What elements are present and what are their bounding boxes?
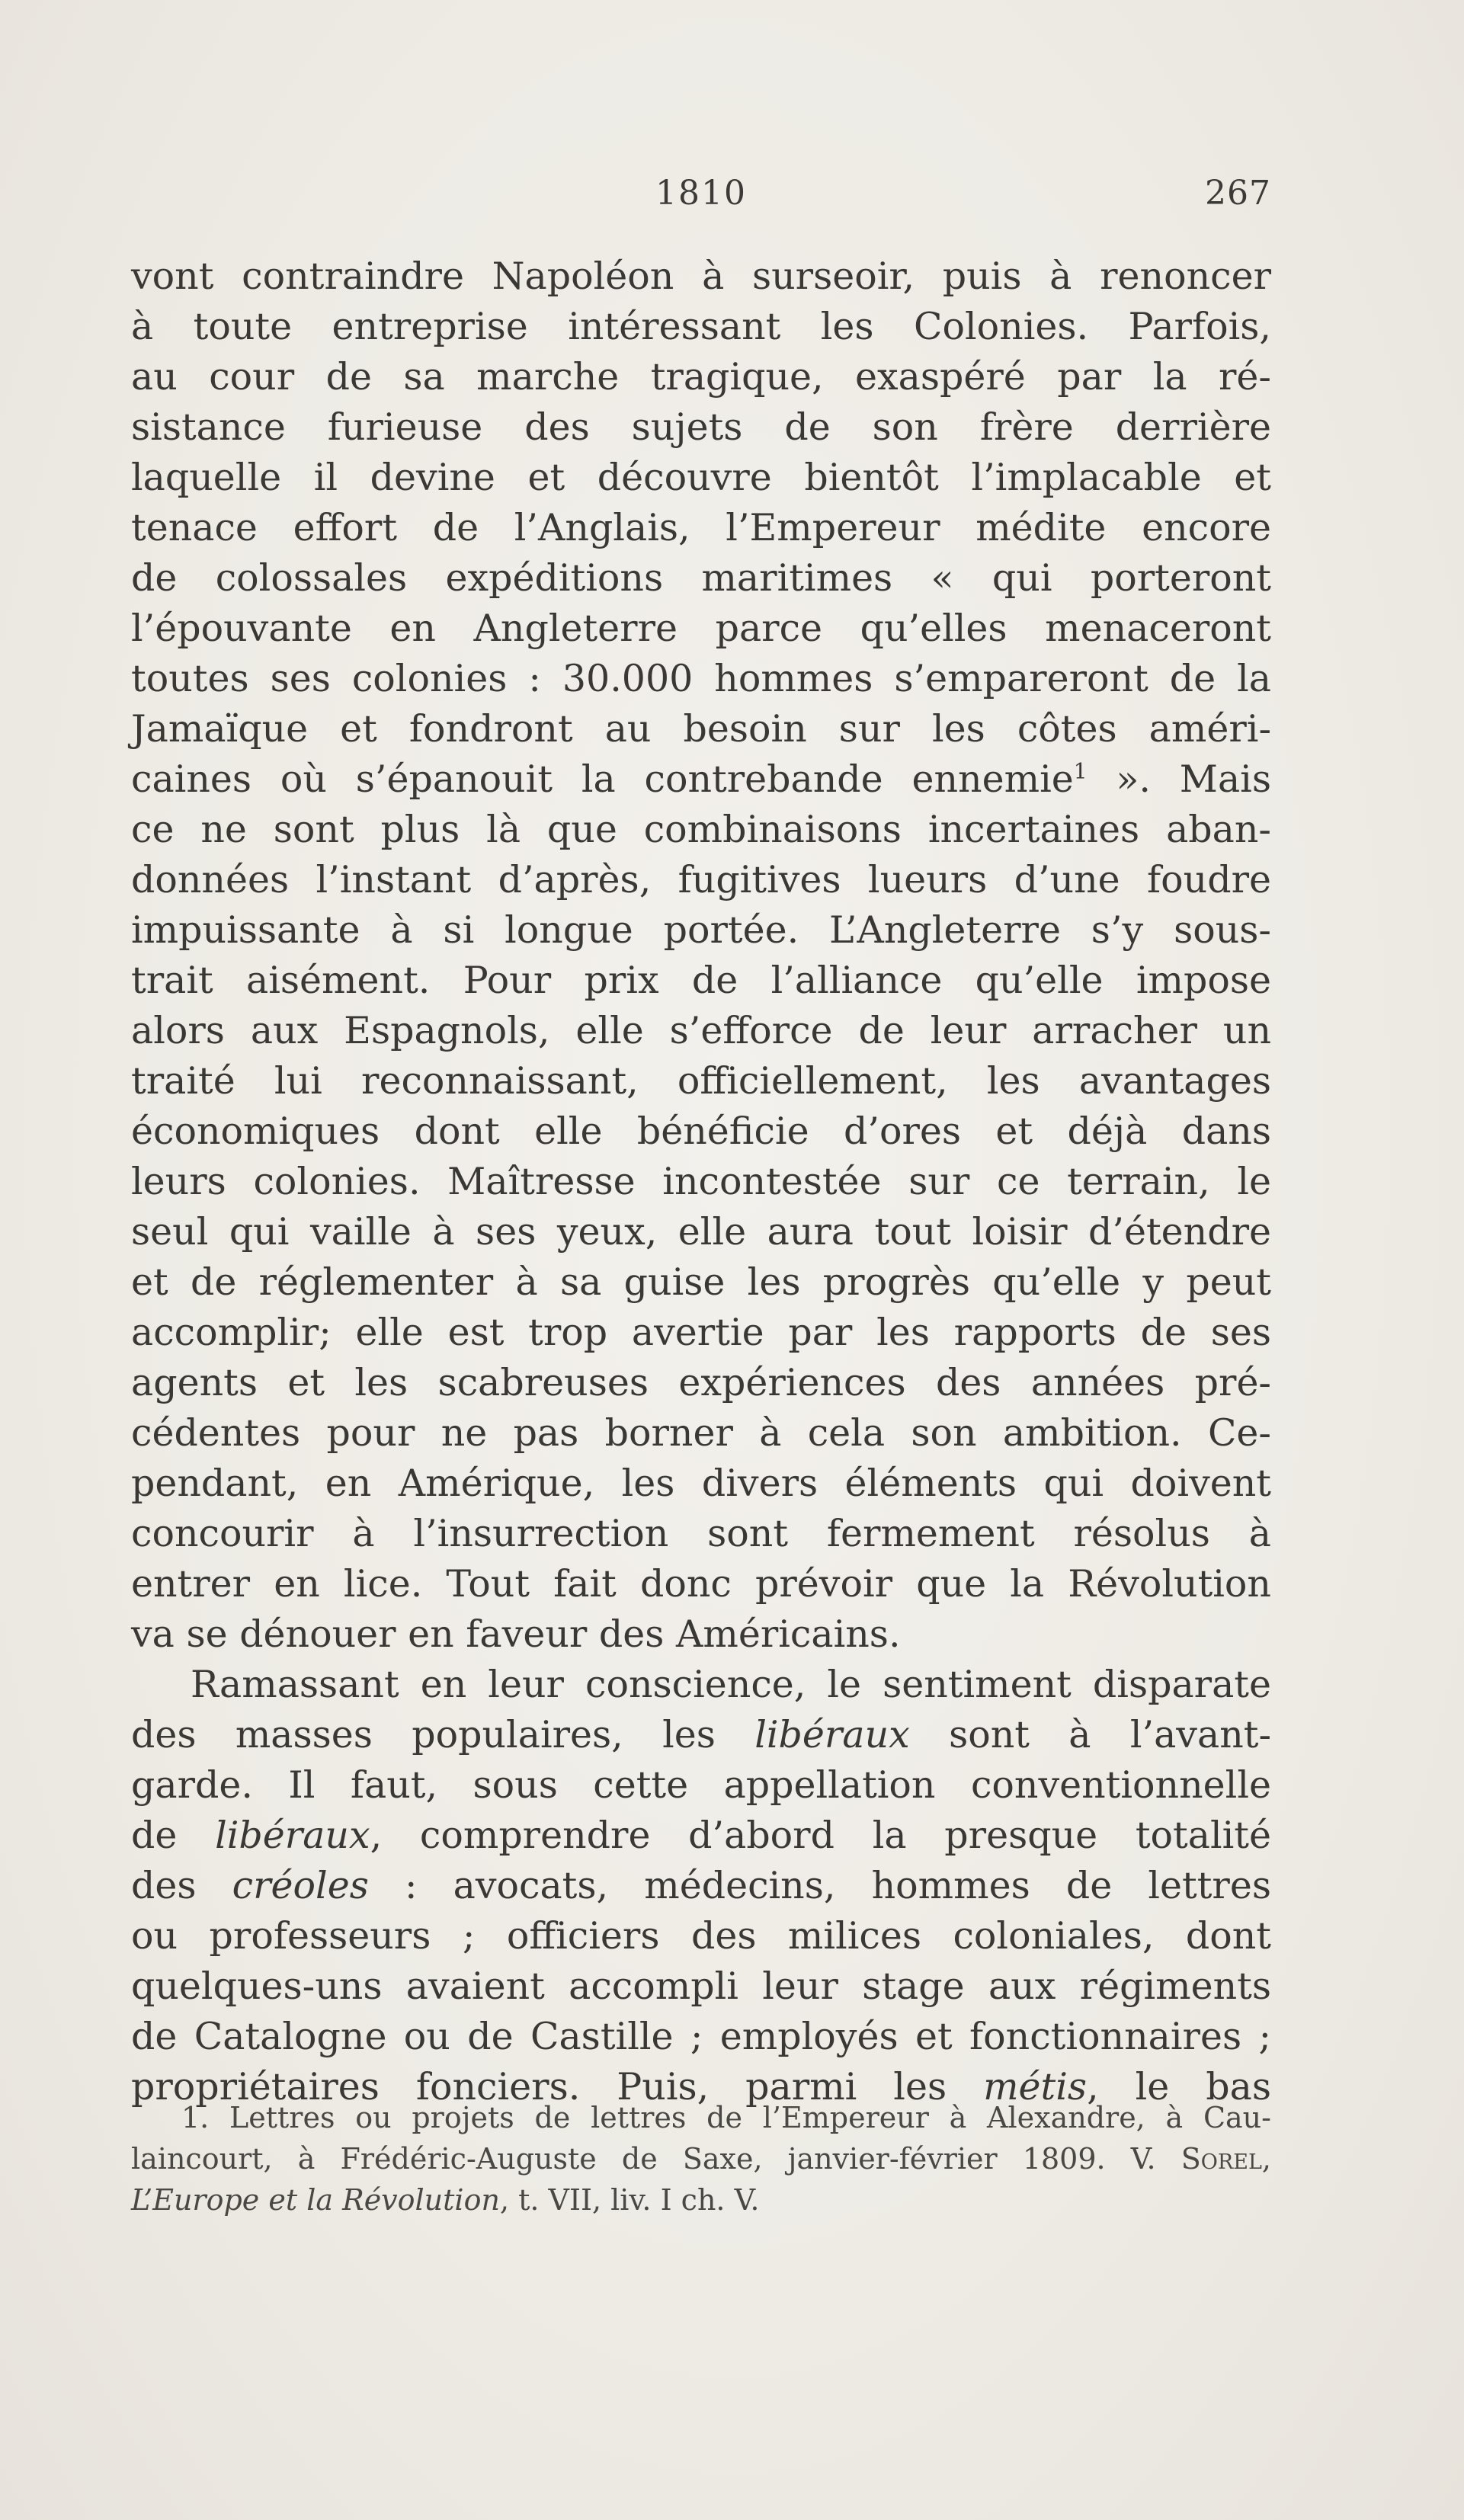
paragraph-1 <box>131 251 1271 1660</box>
text-line: données l’instant d’après, fugitives lueurs d’une foudre <box>131 858 1271 901</box>
text-line: sistance furieuse des sujets de son frère derrière <box>131 405 1271 449</box>
text-line: économiques dont elle bénéficie d’ores et déjà dans <box>131 1110 1271 1153</box>
text-line: ou professeurs ; officiers des milices coloniales, dont <box>131 1914 1271 1958</box>
text-line: entrer en lice. Tout fait donc prévoir que la Révolution <box>131 1562 1271 1606</box>
text-line: va se dénouer en faveur des Américains. <box>131 1612 901 1656</box>
text-line: toutes ses colonies : 30.000 hommes s’empareront de la <box>131 657 1271 700</box>
text-line: seul qui vaille à ses yeux, elle aura tout loisir d’étendre <box>131 1210 1271 1254</box>
text-line: garde. Il faut, sous cette appellation conventionnelle <box>131 1763 1271 1807</box>
text-fragment: Lettres ou projets de lettres de l’Empereur à Alexandre, à Cau- <box>209 2101 1271 2134</box>
text-line: Ramassant en leur conscience, le sentiment disparate <box>191 1663 1271 1706</box>
text-line <box>131 1811 1271 1861</box>
text-fragment: de <box>131 1814 216 1857</box>
page-number: 267 <box>1205 174 1271 213</box>
page-header <box>131 174 1271 227</box>
text-line: au cour de sa marche tragique, exaspéré par la ré- <box>131 355 1271 399</box>
body-text <box>131 251 1271 2112</box>
text-line <box>131 1710 1271 1760</box>
text-line: trait aisément. Pour prix de l’alliance qu’elle impose <box>131 959 1271 1002</box>
text-line: et de réglementer à sa guise les progrès qu’elle y peut <box>131 1260 1271 1304</box>
text-line-with-footnote <box>131 754 1271 805</box>
text-fragment: des masses populaires, les <box>131 1713 755 1756</box>
author-name: Sorel <box>1180 2142 1262 2176</box>
running-title: 1810 <box>655 174 747 213</box>
text-line: alors aux Espagnols, elle s’efforce de leur arracher un <box>131 1009 1271 1052</box>
text-line: accomplir; elle est trop avertie par les rapports de ses <box>131 1311 1271 1354</box>
text-line: quelques-uns avaient accompli leur stage aux régiments <box>131 1964 1271 2008</box>
text-line <box>131 1861 1271 1911</box>
text-line: agents et les scabreuses expériences des années pré- <box>131 1361 1271 1404</box>
text-line: laquelle il devine et découvre bientôt l’implacable et <box>131 456 1271 499</box>
text-fragment: , le bas <box>1087 2065 1271 2109</box>
italic-term: métis <box>983 2065 1088 2109</box>
text-line: cédentes pour ne pas borner à cela son ambition. Ce- <box>131 1411 1271 1455</box>
text-line: de colossales expéditions maritimes « qui porteront <box>131 556 1271 600</box>
footnote-number: 1. <box>181 2101 210 2134</box>
text-line: traité lui reconnaissant, officiellement, les avantages <box>131 1059 1271 1103</box>
text-line: ce ne sont plus là que combinaisons incertaines aban- <box>131 808 1271 851</box>
text-line: concourir à l’insurrection sont fermement résolus à <box>131 1512 1271 1555</box>
text-fragment: ». Mais <box>1087 757 1271 801</box>
text-fragment: laincourt, à Frédéric-Auguste de Saxe, janvier-février 1809. V. <box>131 2142 1181 2176</box>
text-fragment: , <box>1261 2142 1271 2176</box>
italic-term: libéraux <box>215 1814 370 1857</box>
text-fragment: : avocats, médecins, hommes de lettres <box>368 1864 1271 1907</box>
text-fragment: , t. VII, liv. I ch. V. <box>499 2183 760 2217</box>
footnotes <box>131 2097 1271 2221</box>
footnote-line <box>131 2179 1271 2221</box>
footnote-line <box>131 2097 1271 2138</box>
text-line: à toute entreprise intéressant les Colonies. Parfois, <box>131 305 1271 348</box>
text-line: de Catalogne ou de Castille ; employés et fonctionnaires ; <box>131 2015 1271 2058</box>
text-line: pendant, en Amérique, les divers éléments qui doivent <box>131 1462 1271 1505</box>
text-fragment: caines où s’épanouit la contrebande ennemie <box>131 757 1074 801</box>
text-line: impuissante à si longue portée. L’Angleterre s’y sous- <box>131 908 1271 952</box>
text-fragment: , comprendre d’abord la presque totalité <box>370 1814 1271 1857</box>
paragraph-2 <box>131 1660 1271 2112</box>
text-line: l’épouvante en Angleterre parce qu’elles menaceront <box>131 607 1271 650</box>
text-fragment: des <box>131 1864 232 1907</box>
footnote-marker: 1 <box>1073 758 1088 784</box>
book-title: L’Europe et la Révolution <box>131 2183 500 2217</box>
text-line: leurs colonies. Maîtresse incontestée sur ce terrain, le <box>131 1160 1271 1203</box>
footnote-line <box>131 2138 1271 2179</box>
text-line: vont contraindre Napoléon à surseoir, puis à renoncer <box>131 255 1271 298</box>
text-line: tenace effort de l’Anglais, l’Empereur médite encore <box>131 506 1271 549</box>
italic-term: créoles <box>232 1864 369 1907</box>
italic-term: libéraux <box>754 1713 910 1756</box>
text-fragment: propriétaires fonciers. Puis, parmi les <box>131 2065 984 2109</box>
text-fragment: sont à l’avant- <box>909 1713 1271 1756</box>
text-line: Jamaïque et fondront au besoin sur les côtes améri- <box>131 707 1271 751</box>
